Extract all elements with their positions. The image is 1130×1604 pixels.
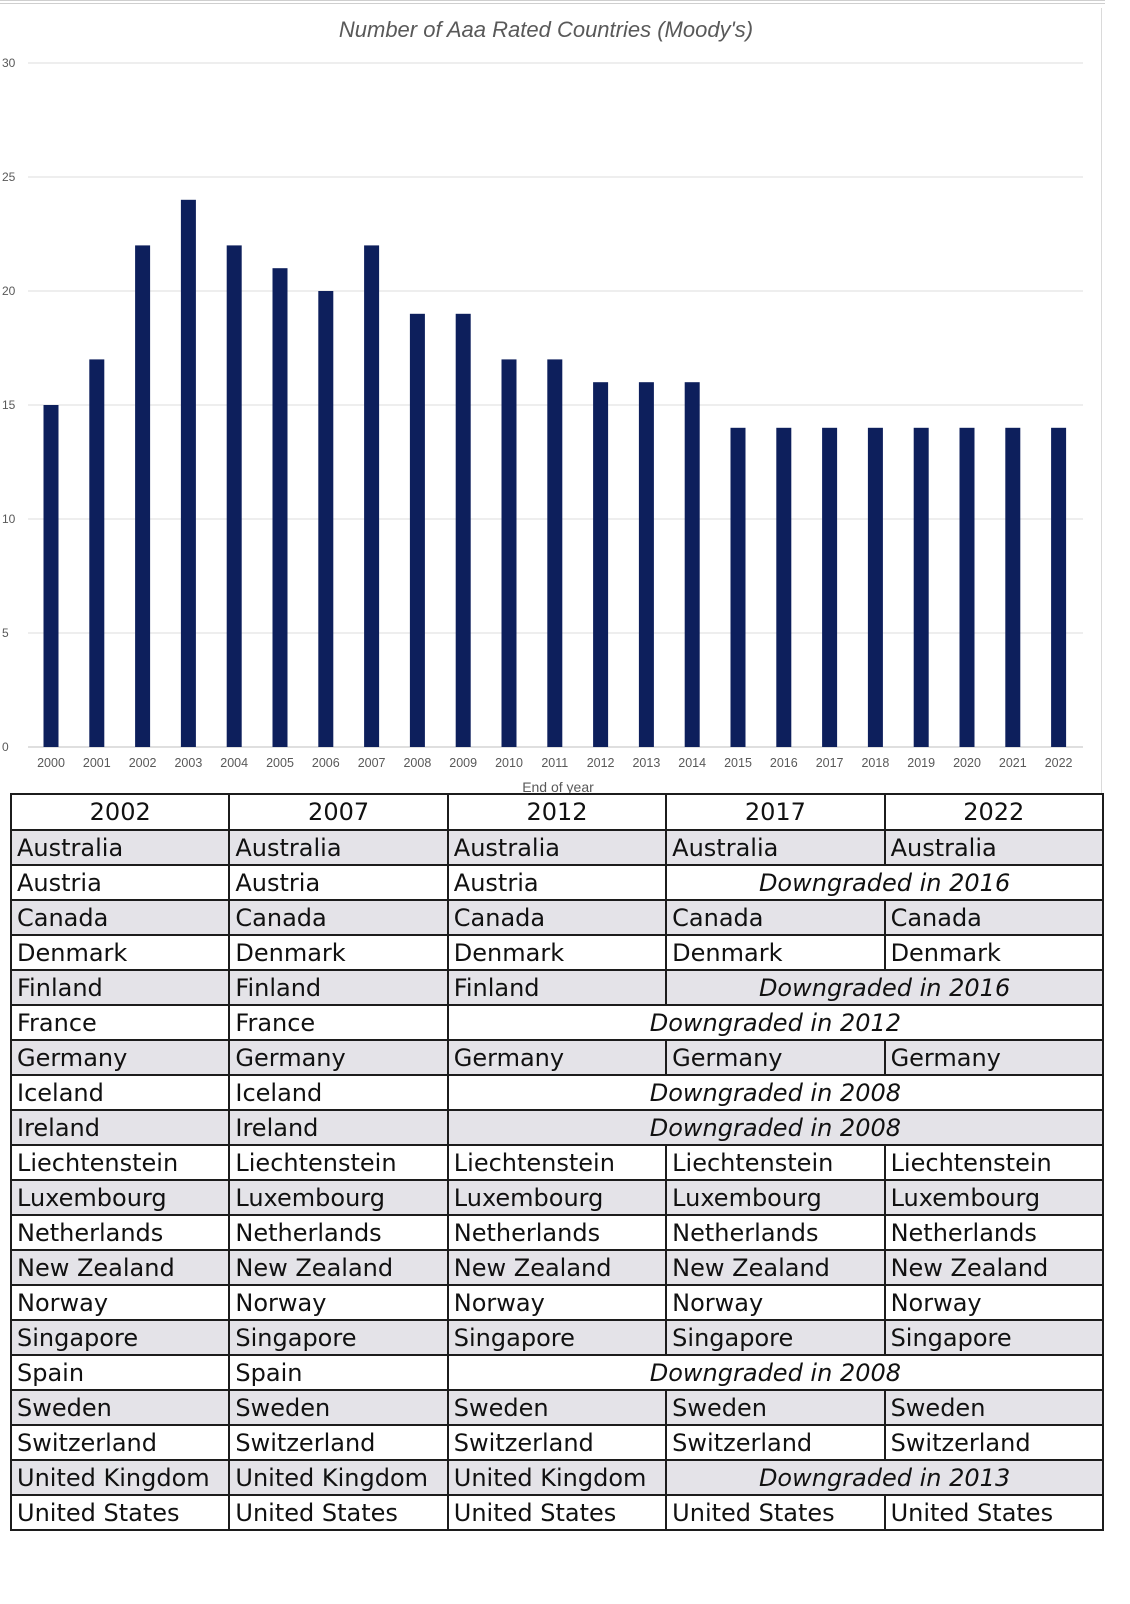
x-tick-label: 2007 bbox=[357, 756, 386, 770]
table-cell: United Kingdom bbox=[11, 1460, 229, 1495]
table-cell: Luxembourg bbox=[666, 1180, 884, 1215]
x-tick-label: 2019 bbox=[907, 756, 936, 770]
bar bbox=[502, 359, 517, 747]
bar bbox=[868, 428, 883, 747]
bar bbox=[44, 405, 59, 747]
bar bbox=[364, 245, 379, 747]
y-tick-label: 0 bbox=[2, 740, 9, 754]
table-cell: Denmark bbox=[885, 935, 1103, 970]
table-cell: Finland bbox=[11, 970, 229, 1005]
table-row bbox=[11, 1495, 1103, 1530]
table-cell: Norway bbox=[448, 1285, 666, 1320]
table-row bbox=[11, 1320, 1103, 1355]
table-cell: Finland bbox=[448, 970, 666, 1005]
table-cell: France bbox=[229, 1005, 447, 1040]
table-cell: Canada bbox=[229, 900, 447, 935]
table-cell: Iceland bbox=[11, 1075, 229, 1110]
table-cell: Sweden bbox=[229, 1390, 447, 1425]
table-cell: Australia bbox=[229, 830, 447, 865]
table-cell: Ireland bbox=[11, 1110, 229, 1145]
bar bbox=[273, 268, 288, 747]
table-cell: Luxembourg bbox=[229, 1180, 447, 1215]
table-cell: Sweden bbox=[11, 1390, 229, 1425]
bar bbox=[822, 428, 837, 747]
x-tick-label: 2020 bbox=[953, 756, 981, 770]
bar bbox=[1051, 428, 1066, 747]
bar bbox=[685, 382, 700, 747]
chart-title: Number of Aaa Rated Countries (Moody's) bbox=[338, 17, 754, 42]
table-cell: Sweden bbox=[885, 1390, 1103, 1425]
y-tick-label: 25 bbox=[2, 170, 16, 184]
y-axis bbox=[2, 56, 16, 754]
table-row bbox=[11, 935, 1103, 970]
downgrade-note: Downgraded in 2013 bbox=[666, 1460, 1103, 1495]
table-cell: Switzerland bbox=[448, 1425, 666, 1460]
bar bbox=[914, 428, 929, 747]
table-cell: Denmark bbox=[229, 935, 447, 970]
table-cell: Liechtenstein bbox=[666, 1145, 884, 1180]
table-cell: New Zealand bbox=[885, 1250, 1103, 1285]
table-cell: New Zealand bbox=[666, 1250, 884, 1285]
bar-chart bbox=[0, 0, 1105, 795]
table-row bbox=[11, 1145, 1103, 1180]
table-row bbox=[11, 1390, 1103, 1425]
column-header-2002: 2002 bbox=[11, 794, 229, 830]
downgrade-note: Downgraded in 2008 bbox=[448, 1110, 1103, 1145]
x-tick-label: 2003 bbox=[174, 756, 203, 770]
x-tick-label: 2011 bbox=[541, 756, 569, 770]
bar bbox=[318, 291, 333, 747]
table-cell: Singapore bbox=[11, 1320, 229, 1355]
table-cell: Germany bbox=[229, 1040, 447, 1075]
table-row bbox=[11, 1040, 1103, 1075]
table-header-row bbox=[11, 794, 1103, 830]
x-tick-label: 2004 bbox=[220, 756, 249, 770]
column-header-2017: 2017 bbox=[666, 794, 884, 830]
table-cell: Spain bbox=[11, 1355, 229, 1390]
table-cell: Australia bbox=[448, 830, 666, 865]
table-cell: Liechtenstein bbox=[229, 1145, 447, 1180]
table-row bbox=[11, 1250, 1103, 1285]
table-cell: New Zealand bbox=[229, 1250, 447, 1285]
x-axis-label: End of year bbox=[522, 779, 594, 795]
table-row bbox=[11, 970, 1103, 1005]
table-row bbox=[11, 1425, 1103, 1460]
table-cell: Finland bbox=[229, 970, 447, 1005]
table-row bbox=[11, 1215, 1103, 1250]
table-cell: Liechtenstein bbox=[11, 1145, 229, 1180]
table-cell: Liechtenstein bbox=[885, 1145, 1103, 1180]
table-cell: Denmark bbox=[11, 935, 229, 970]
y-tick-label: 5 bbox=[2, 626, 9, 640]
table-cell: Singapore bbox=[229, 1320, 447, 1355]
table-cell: United States bbox=[229, 1495, 447, 1530]
table-row bbox=[11, 1460, 1103, 1495]
x-tick-label: 2005 bbox=[266, 756, 294, 770]
table-row bbox=[11, 865, 1103, 900]
table-row bbox=[11, 1180, 1103, 1215]
bar bbox=[639, 382, 654, 747]
table-row bbox=[11, 900, 1103, 935]
x-tick-label: 2009 bbox=[449, 756, 478, 770]
table-cell: Australia bbox=[666, 830, 884, 865]
bar bbox=[456, 314, 471, 747]
table-cell: Australia bbox=[11, 830, 229, 865]
table-cell: Germany bbox=[448, 1040, 666, 1075]
table-cell: New Zealand bbox=[448, 1250, 666, 1285]
table-cell: Ireland bbox=[229, 1110, 447, 1145]
downgrade-note: Downgraded in 2008 bbox=[448, 1355, 1103, 1390]
table-cell: Sweden bbox=[448, 1390, 666, 1425]
bar bbox=[135, 245, 150, 747]
bar bbox=[593, 382, 608, 747]
x-tick-label: 2021 bbox=[998, 756, 1027, 770]
table-cell: France bbox=[11, 1005, 229, 1040]
table-cell: Australia bbox=[885, 830, 1103, 865]
bar bbox=[776, 428, 791, 747]
y-tick-label: 15 bbox=[2, 398, 16, 412]
table-cell: Netherlands bbox=[666, 1215, 884, 1250]
x-tick-label: 2000 bbox=[37, 756, 65, 770]
table-cell: United States bbox=[448, 1495, 666, 1530]
table-row bbox=[11, 1355, 1103, 1390]
table-cell: Denmark bbox=[448, 935, 666, 970]
table-cell: United States bbox=[11, 1495, 229, 1530]
downgrade-note: Downgraded in 2012 bbox=[448, 1005, 1103, 1040]
downgrade-note: Downgraded in 2016 bbox=[666, 865, 1103, 900]
table-row bbox=[11, 1005, 1103, 1040]
table-cell: Canada bbox=[11, 900, 229, 935]
table-cell: United States bbox=[666, 1495, 884, 1530]
bar bbox=[89, 359, 104, 747]
x-tick-label: 2016 bbox=[769, 756, 798, 770]
downgrade-note: Downgraded in 2016 bbox=[666, 970, 1103, 1005]
table-cell: Luxembourg bbox=[448, 1180, 666, 1215]
x-tick-label: 2006 bbox=[311, 756, 340, 770]
x-tick-label: 2008 bbox=[403, 756, 432, 770]
table-cell: New Zealand bbox=[11, 1250, 229, 1285]
x-tick-label: 2013 bbox=[632, 756, 661, 770]
bar bbox=[960, 428, 975, 747]
x-tick-label: 2018 bbox=[861, 756, 890, 770]
table-cell: Norway bbox=[11, 1285, 229, 1320]
table-cell: Norway bbox=[666, 1285, 884, 1320]
y-tick-label: 20 bbox=[2, 284, 16, 298]
table-cell: Austria bbox=[448, 865, 666, 900]
table-cell: Switzerland bbox=[11, 1425, 229, 1460]
column-header-2007: 2007 bbox=[229, 794, 447, 830]
aaa-countries-table bbox=[10, 793, 1104, 1531]
table-cell: Netherlands bbox=[229, 1215, 447, 1250]
table-cell: Canada bbox=[448, 900, 666, 935]
bar-series bbox=[44, 200, 1067, 747]
downgrade-note: Downgraded in 2008 bbox=[448, 1075, 1103, 1110]
table-cell: Norway bbox=[885, 1285, 1103, 1320]
table-cell: Austria bbox=[11, 865, 229, 900]
table-cell: Canada bbox=[885, 900, 1103, 935]
table-cell: Switzerland bbox=[229, 1425, 447, 1460]
column-header-2022: 2022 bbox=[885, 794, 1103, 830]
column-header-2012: 2012 bbox=[448, 794, 666, 830]
table-cell: Norway bbox=[229, 1285, 447, 1320]
aaa-countries-table-container bbox=[10, 793, 1105, 1531]
table-cell: Luxembourg bbox=[11, 1180, 229, 1215]
table-cell: Singapore bbox=[448, 1320, 666, 1355]
table-cell: Singapore bbox=[666, 1320, 884, 1355]
table-cell: Austria bbox=[229, 865, 447, 900]
table-cell: Switzerland bbox=[885, 1425, 1103, 1460]
x-axis bbox=[37, 756, 1072, 770]
x-tick-label: 2010 bbox=[495, 756, 523, 770]
x-tick-label: 2012 bbox=[586, 756, 615, 770]
x-tick-label: 2002 bbox=[128, 756, 157, 770]
bar bbox=[181, 200, 196, 747]
bar bbox=[410, 314, 425, 747]
x-tick-label: 2015 bbox=[724, 756, 752, 770]
table-cell: Netherlands bbox=[448, 1215, 666, 1250]
table-row bbox=[11, 1110, 1103, 1145]
x-tick-label: 2014 bbox=[678, 756, 707, 770]
table-cell: Netherlands bbox=[885, 1215, 1103, 1250]
bar bbox=[547, 359, 562, 747]
table-cell: Switzerland bbox=[666, 1425, 884, 1460]
x-tick-label: 2022 bbox=[1044, 756, 1073, 770]
table-cell: Spain bbox=[229, 1355, 447, 1390]
table-cell: Sweden bbox=[666, 1390, 884, 1425]
table-cell: Luxembourg bbox=[885, 1180, 1103, 1215]
table-cell: Netherlands bbox=[11, 1215, 229, 1250]
table-row bbox=[11, 1285, 1103, 1320]
table-cell: Iceland bbox=[229, 1075, 447, 1110]
table-row bbox=[11, 830, 1103, 865]
y-tick-label: 30 bbox=[2, 56, 16, 70]
table-row bbox=[11, 1075, 1103, 1110]
table-cell: Germany bbox=[11, 1040, 229, 1075]
x-tick-label: 2001 bbox=[82, 756, 111, 770]
x-tick-label: 2017 bbox=[815, 756, 844, 770]
bar bbox=[731, 428, 746, 747]
y-tick-label: 10 bbox=[2, 512, 16, 526]
bar bbox=[1005, 428, 1020, 747]
table-cell: Liechtenstein bbox=[448, 1145, 666, 1180]
bar bbox=[227, 245, 242, 747]
table-cell: United Kingdom bbox=[229, 1460, 447, 1495]
table-cell: Germany bbox=[666, 1040, 884, 1075]
table-cell: Denmark bbox=[666, 935, 884, 970]
table-cell: Germany bbox=[885, 1040, 1103, 1075]
table-cell: United Kingdom bbox=[448, 1460, 666, 1495]
table-cell: Canada bbox=[666, 900, 884, 935]
table-cell: United States bbox=[885, 1495, 1103, 1530]
table-cell: Singapore bbox=[885, 1320, 1103, 1355]
